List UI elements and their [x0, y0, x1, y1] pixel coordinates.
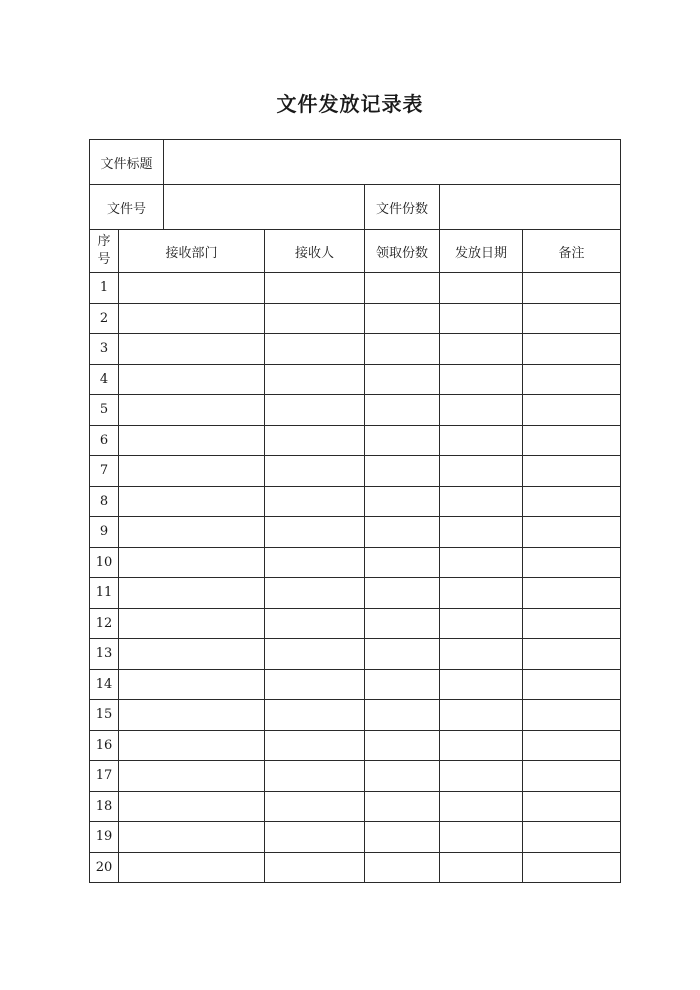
- issue-date-cell[interactable]: [440, 303, 523, 334]
- issue-date-cell[interactable]: [440, 822, 523, 853]
- remarks-cell[interactable]: [523, 273, 621, 304]
- issue-date-cell[interactable]: [440, 547, 523, 578]
- table-row: [90, 303, 621, 334]
- page-title: 文件发放记录表: [276, 92, 424, 116]
- file-number-field[interactable]: [164, 185, 365, 230]
- receiver-cell[interactable]: [265, 364, 365, 395]
- copies-received-cell[interactable]: [365, 395, 440, 426]
- row-seq-number: 5: [90, 395, 119, 426]
- seq-column-header: [90, 230, 119, 273]
- receiver-cell[interactable]: [265, 425, 365, 456]
- row-seq-number: 4: [90, 364, 119, 395]
- issue-date-cell[interactable]: [440, 791, 523, 822]
- receiver-cell[interactable]: [265, 791, 365, 822]
- receiver-cell[interactable]: [265, 852, 365, 883]
- copies-received-cell[interactable]: [365, 761, 440, 792]
- copies-received-cell[interactable]: [365, 273, 440, 304]
- issue-date-cell[interactable]: [440, 395, 523, 426]
- issue-date-cell[interactable]: [440, 517, 523, 548]
- remarks-cell[interactable]: [523, 761, 621, 792]
- department-cell[interactable]: [119, 517, 265, 548]
- table-row: [90, 395, 621, 426]
- receiver-cell[interactable]: [265, 578, 365, 609]
- table-row: [90, 486, 621, 517]
- issue-date-cell[interactable]: [440, 669, 523, 700]
- remarks-cell[interactable]: [523, 303, 621, 334]
- department-cell[interactable]: [119, 486, 265, 517]
- remarks-cell[interactable]: [523, 669, 621, 700]
- copies-received-cell[interactable]: [365, 791, 440, 822]
- remarks-cell[interactable]: [523, 852, 621, 883]
- remarks-cell[interactable]: [523, 334, 621, 365]
- issue-date-cell[interactable]: [440, 578, 523, 609]
- table-row: [90, 425, 621, 456]
- receiver-cell[interactable]: [265, 761, 365, 792]
- receiver-cell[interactable]: [265, 303, 365, 334]
- department-cell[interactable]: [119, 639, 265, 670]
- receiver-cell[interactable]: [265, 456, 365, 487]
- remarks-cell[interactable]: [523, 578, 621, 609]
- copies-received-cell[interactable]: [365, 456, 440, 487]
- table-row: [90, 578, 621, 609]
- copies-received-column-header: 领取份数: [365, 230, 440, 273]
- file-number-row: [90, 185, 621, 230]
- remarks-cell[interactable]: [523, 791, 621, 822]
- row-seq-number: 2: [90, 303, 119, 334]
- row-seq-number: 13: [90, 639, 119, 670]
- table-row: [90, 517, 621, 548]
- table-row: [90, 761, 621, 792]
- receiver-cell[interactable]: [265, 700, 365, 731]
- issue-date-cell[interactable]: [440, 486, 523, 517]
- row-seq-number: 10: [90, 547, 119, 578]
- copies-received-cell[interactable]: [365, 517, 440, 548]
- seq-header-char-1: 序: [97, 234, 111, 249]
- row-seq-number: 3: [90, 334, 119, 365]
- remarks-cell[interactable]: [523, 364, 621, 395]
- receiver-cell[interactable]: [265, 273, 365, 304]
- table-row: [90, 669, 621, 700]
- file-copies-label: 文件份数: [365, 185, 440, 230]
- row-seq-number: 9: [90, 517, 119, 548]
- remarks-cell[interactable]: [523, 456, 621, 487]
- remarks-cell[interactable]: [523, 822, 621, 853]
- row-seq-number: 17: [90, 761, 119, 792]
- row-seq-number: 15: [90, 700, 119, 731]
- copies-received-cell[interactable]: [365, 822, 440, 853]
- file-copies-field[interactable]: [440, 185, 621, 230]
- seq-header-char-2: 号: [97, 252, 111, 267]
- table-row: [90, 608, 621, 639]
- table-body: [90, 140, 621, 883]
- department-cell[interactable]: [119, 456, 265, 487]
- department-cell[interactable]: [119, 303, 265, 334]
- receiver-cell[interactable]: [265, 334, 365, 365]
- remarks-cell[interactable]: [523, 486, 621, 517]
- copies-received-cell[interactable]: [365, 334, 440, 365]
- copies-received-cell[interactable]: [365, 700, 440, 731]
- remarks-cell[interactable]: [523, 395, 621, 426]
- receiver-cell[interactable]: [265, 395, 365, 426]
- receiver-cell[interactable]: [265, 669, 365, 700]
- department-cell[interactable]: [119, 425, 265, 456]
- copies-received-cell[interactable]: [365, 639, 440, 670]
- table-row: [90, 700, 621, 731]
- department-cell[interactable]: [119, 608, 265, 639]
- table-row: [90, 791, 621, 822]
- remarks-cell[interactable]: [523, 608, 621, 639]
- row-seq-number: 8: [90, 486, 119, 517]
- remarks-cell[interactable]: [523, 639, 621, 670]
- row-seq-number: 18: [90, 791, 119, 822]
- receiver-cell[interactable]: [265, 608, 365, 639]
- row-seq-number: 16: [90, 730, 119, 761]
- issue-date-cell[interactable]: [440, 761, 523, 792]
- department-cell[interactable]: [119, 700, 265, 731]
- column-header-row: [90, 230, 621, 273]
- remarks-cell[interactable]: [523, 700, 621, 731]
- receiver-column-header: 接收人: [265, 230, 365, 273]
- row-seq-number: 1: [90, 273, 119, 304]
- department-cell[interactable]: [119, 852, 265, 883]
- copies-received-cell[interactable]: [365, 303, 440, 334]
- table-row: [90, 730, 621, 761]
- issue-date-cell[interactable]: [440, 364, 523, 395]
- copies-received-cell[interactable]: [365, 608, 440, 639]
- issue-date-cell[interactable]: [440, 456, 523, 487]
- receiver-cell[interactable]: [265, 639, 365, 670]
- row-seq-number: 12: [90, 608, 119, 639]
- receiver-cell[interactable]: [265, 486, 365, 517]
- copies-received-cell[interactable]: [365, 669, 440, 700]
- department-cell[interactable]: [119, 669, 265, 700]
- remarks-column-header: 备注: [523, 230, 621, 273]
- copies-received-cell[interactable]: [365, 364, 440, 395]
- department-cell[interactable]: [119, 761, 265, 792]
- table-row: [90, 822, 621, 853]
- file-title-field[interactable]: [164, 140, 621, 185]
- copies-received-cell[interactable]: [365, 547, 440, 578]
- file-number-label: 文件号: [90, 185, 164, 230]
- issue-date-cell[interactable]: [440, 273, 523, 304]
- copies-received-cell[interactable]: [365, 578, 440, 609]
- row-seq-number: 20: [90, 852, 119, 883]
- remarks-cell[interactable]: [523, 517, 621, 548]
- table-row: [90, 334, 621, 365]
- row-seq-number: 19: [90, 822, 119, 853]
- table-row: [90, 456, 621, 487]
- row-seq-number: 11: [90, 578, 119, 609]
- department-cell[interactable]: [119, 547, 265, 578]
- receiver-cell[interactable]: [265, 822, 365, 853]
- row-seq-number: 6: [90, 425, 119, 456]
- table-row: [90, 852, 621, 883]
- issue-date-cell[interactable]: [440, 425, 523, 456]
- row-seq-number: 7: [90, 456, 119, 487]
- table-row: [90, 547, 621, 578]
- distribution-record-table: [89, 139, 621, 883]
- department-cell[interactable]: [119, 364, 265, 395]
- issue-date-cell[interactable]: [440, 700, 523, 731]
- table-row: [90, 639, 621, 670]
- table-row: [90, 273, 621, 304]
- issue-date-cell[interactable]: [440, 608, 523, 639]
- remarks-cell[interactable]: [523, 425, 621, 456]
- department-column-header: 接收部门: [119, 230, 265, 273]
- department-cell[interactable]: [119, 578, 265, 609]
- department-cell[interactable]: [119, 730, 265, 761]
- copies-received-cell[interactable]: [365, 730, 440, 761]
- receiver-cell[interactable]: [265, 547, 365, 578]
- row-seq-number: 14: [90, 669, 119, 700]
- department-cell[interactable]: [119, 273, 265, 304]
- file-title-label: 文件标题: [90, 140, 164, 185]
- table-row: [90, 364, 621, 395]
- receiver-cell[interactable]: [265, 517, 365, 548]
- department-cell[interactable]: [119, 791, 265, 822]
- remarks-cell[interactable]: [523, 547, 621, 578]
- copies-received-cell[interactable]: [365, 486, 440, 517]
- issue-date-cell[interactable]: [440, 730, 523, 761]
- copies-received-cell[interactable]: [365, 425, 440, 456]
- remarks-cell[interactable]: [523, 730, 621, 761]
- issue-date-cell[interactable]: [440, 852, 523, 883]
- department-cell[interactable]: [119, 395, 265, 426]
- issue-date-cell[interactable]: [440, 334, 523, 365]
- department-cell[interactable]: [119, 334, 265, 365]
- issue-date-cell[interactable]: [440, 639, 523, 670]
- department-cell[interactable]: [119, 822, 265, 853]
- receiver-cell[interactable]: [265, 730, 365, 761]
- issue-date-column-header: 发放日期: [440, 230, 523, 273]
- file-title-row: [90, 140, 621, 185]
- copies-received-cell[interactable]: [365, 852, 440, 883]
